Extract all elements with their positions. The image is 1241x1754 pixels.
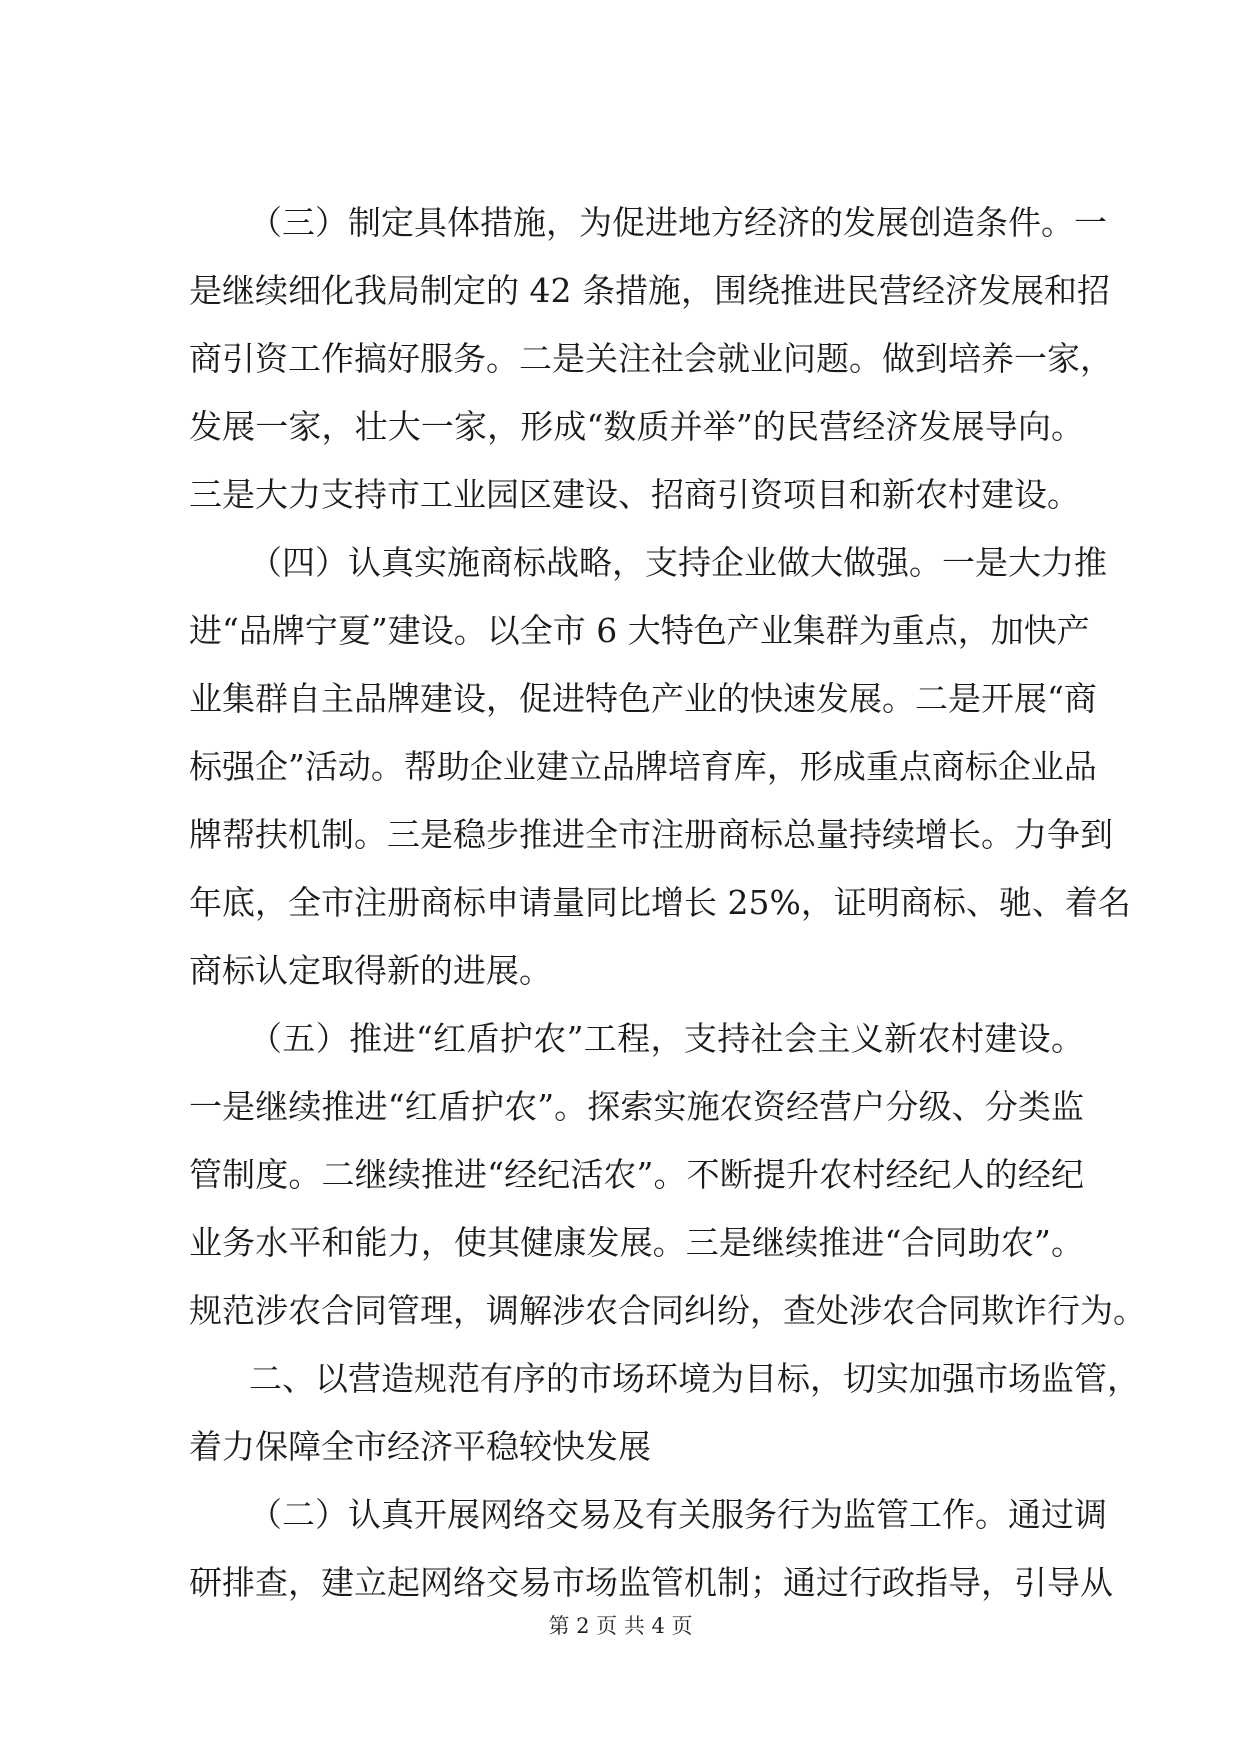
page-number-label: 第 2 页 共 4 页 xyxy=(548,1614,693,1638)
text-line: 业集群自主品牌建设，促进特色产业的快速发展。二是开展“商 xyxy=(189,679,1097,718)
text-line: （二）认真开展网络交易及有关服务行为监管工作。通过调 xyxy=(249,1495,1107,1534)
text-line: 规范涉农合同管理，调解涉农合同纠纷，查处涉农合同欺诈行为。 xyxy=(189,1291,1146,1330)
text-line: 年底，全市注册商标申请量同比增长 25%，证明商标、驰、着名 xyxy=(189,883,1131,922)
text-line: （五）推进“红盾护农”工程，支持社会主义新农村建设。 xyxy=(249,1019,1084,1058)
text-line: 三是大力支持市工业园区建设、招商引资项目和新农村建设。 xyxy=(189,475,1080,514)
section-heading-line: 二、以营造规范有序的市场环境为目标，切实加强市场监管， xyxy=(249,1359,1140,1398)
text-line: 发展一家，壮大一家，形成“数质并举”的民营经济发展导向。 xyxy=(189,407,1084,446)
text-line: 商引资工作搞好服务。二是关注社会就业问题。做到培养一家， xyxy=(189,339,1113,378)
text-line: 进“品牌宁夏”建设。以全市 6 大特色产业集群为重点，加快产 xyxy=(189,611,1090,650)
text-line: 是继续细化我局制定的 42 条措施，围绕推进民营经济发展和招 xyxy=(189,271,1110,310)
text-line: 商标认定取得新的进展。 xyxy=(189,951,552,990)
text-line: 业务水平和能力，使其健康发展。三是继续推进“合同助农”。 xyxy=(189,1223,1084,1262)
text-line: （四）认真实施商标战略，支持企业做大做强。一是大力推 xyxy=(249,543,1107,582)
text-line: 一是继续推进“红盾护农”。探索实施农资经营户分级、分类监 xyxy=(189,1087,1084,1126)
text-line: （三）制定具体措施，为促进地方经济的发展创造条件。一 xyxy=(249,203,1107,242)
text-line: 研排查，建立起网络交易市场监管机制；通过行政指导，引导从 xyxy=(189,1563,1113,1602)
page-footer xyxy=(0,1610,1241,1640)
section-heading-line: 着力保障全市经济平稳较快发展 xyxy=(189,1427,651,1466)
text-line: 管制度。二继续推进“经纪活农”。不断提升农村经纪人的经纪 xyxy=(189,1155,1084,1194)
text-line: 标强企”活动。帮助企业建立品牌培育库，形成重点商标企业品 xyxy=(189,747,1097,786)
text-line: 牌帮扶机制。三是稳步推进全市注册商标总量持续增长。力争到 xyxy=(189,815,1113,854)
